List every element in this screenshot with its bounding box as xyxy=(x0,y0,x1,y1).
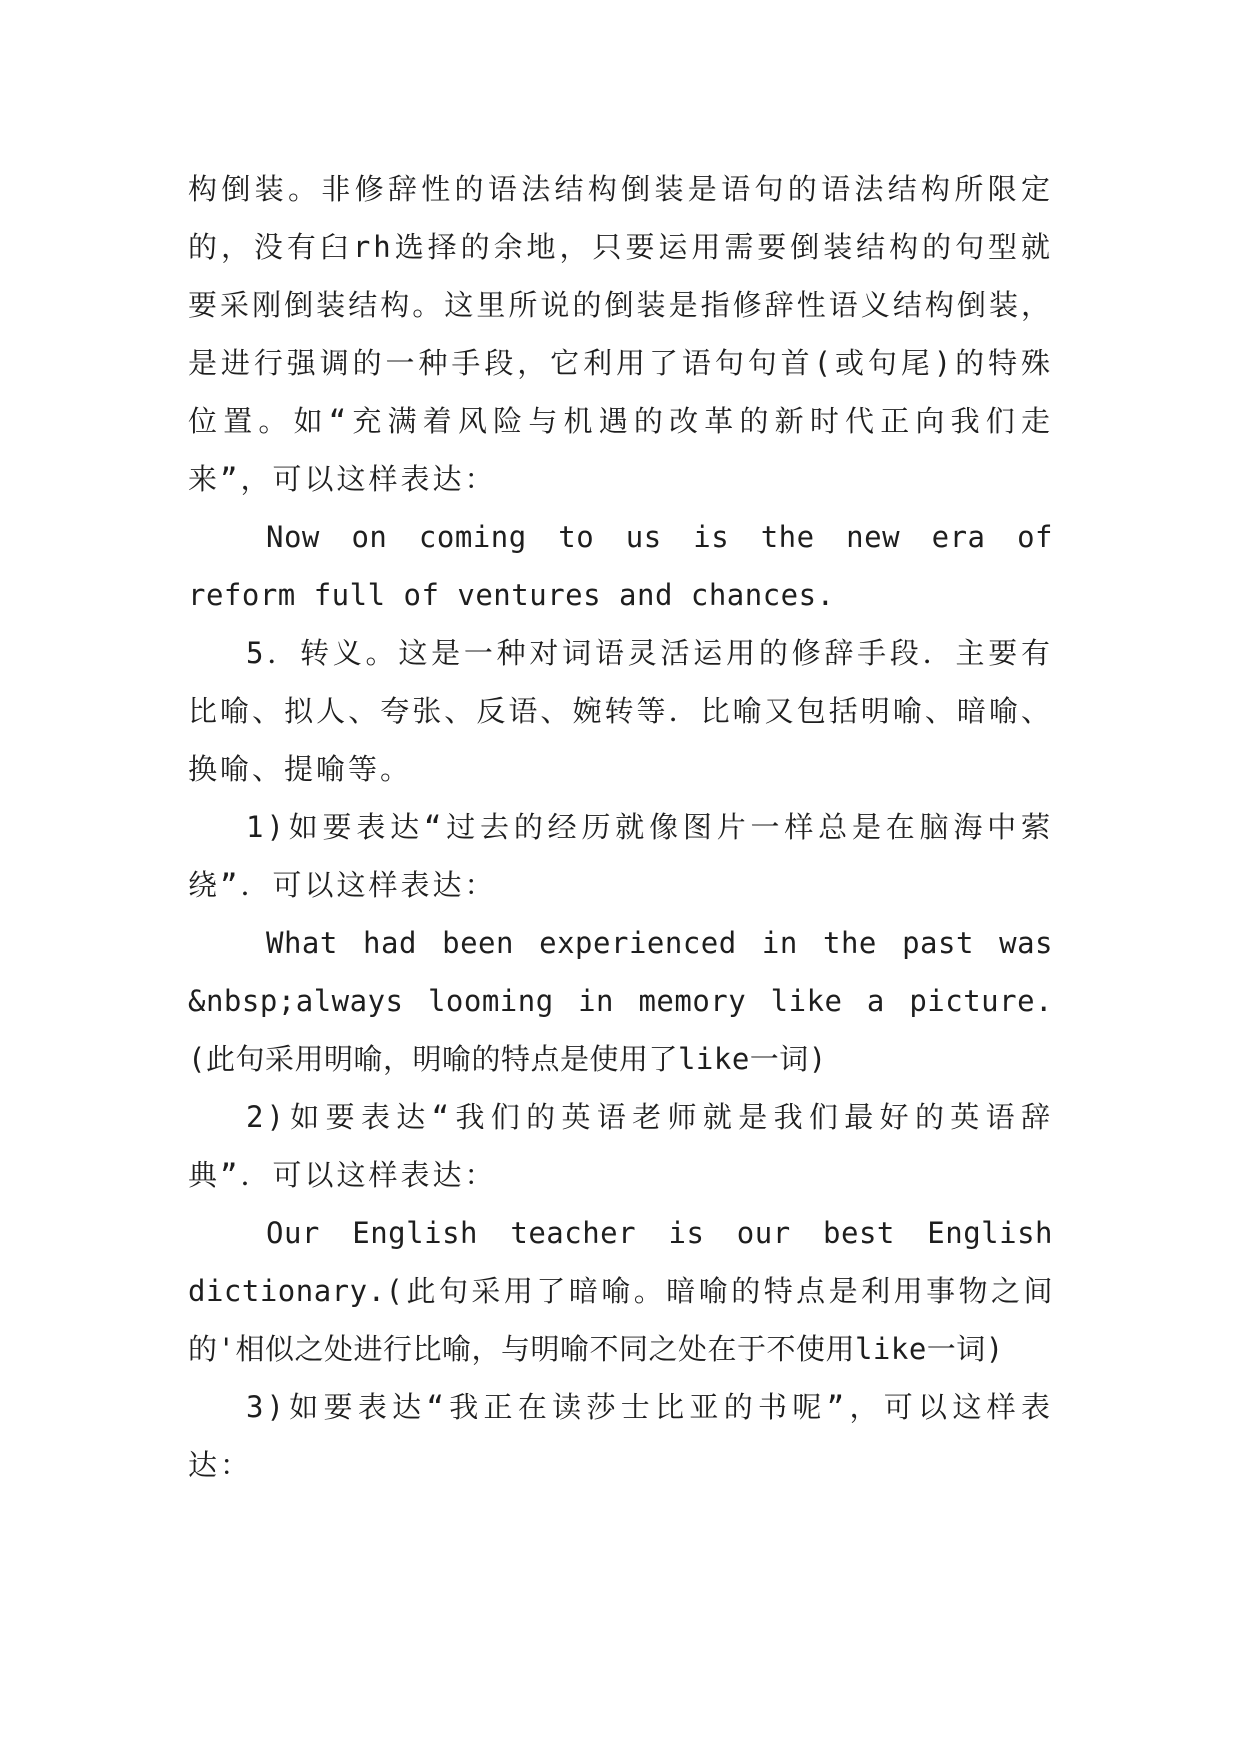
paragraph-metaphor-prompt: 2)如要表达“我们的英语老师就是我们最好的英语辞典”．可以这样表达： xyxy=(188,1100,1053,1192)
paragraph-figurative-meaning: 5．转义。这是一种对词语灵活运用的修辞手段．主要有比喻、拟人、夸张、反语、婉转等．比喻又包括明喻、暗喻、换喻、提喻等。 xyxy=(188,636,1053,786)
paragraph-metonymy-prompt: 3)如要表达“我正在读莎士比亚的书呢”，可以这样表达： xyxy=(188,1390,1053,1482)
paragraph-simile-example: What had been experienced in the past was &nbsp;always looming in memory like a picture.(此句采用明喻，明喻的特点是使用了like一词) xyxy=(188,926,1053,1076)
document-body xyxy=(188,160,1053,1494)
paragraph-metaphor-example: Our English teacher is our best English dictionary.(此句采用了暗喻。暗喻的特点是利用事物之间的'相似之处进行比喻，与明喻不同之处在于不使用like一词) xyxy=(188,1216,1053,1366)
paragraph-english-example-inversion: Now on coming to us is the new era of reform full of ventures and chances. xyxy=(188,520,1053,612)
paragraph-inversion-explanation: 构倒装。非修辞性的语法结构倒装是语句的语法结构所限定的，没有臼rh选择的余地，只要运用需要倒装结构的句型就要采刚倒装结构。这里所说的倒装是指修辞性语义结构倒装，是进行强调的一种手段，它利用了语句句首(或句尾)的特殊位置。如“充满着风险与机遇的改革的新时代正向我们走来”，可以这样表达： xyxy=(188,172,1053,496)
paragraph-simile-prompt: 1)如要表达“过去的经历就像图片一样总是在脑海中萦绕”．可以这样表达： xyxy=(188,810,1053,902)
